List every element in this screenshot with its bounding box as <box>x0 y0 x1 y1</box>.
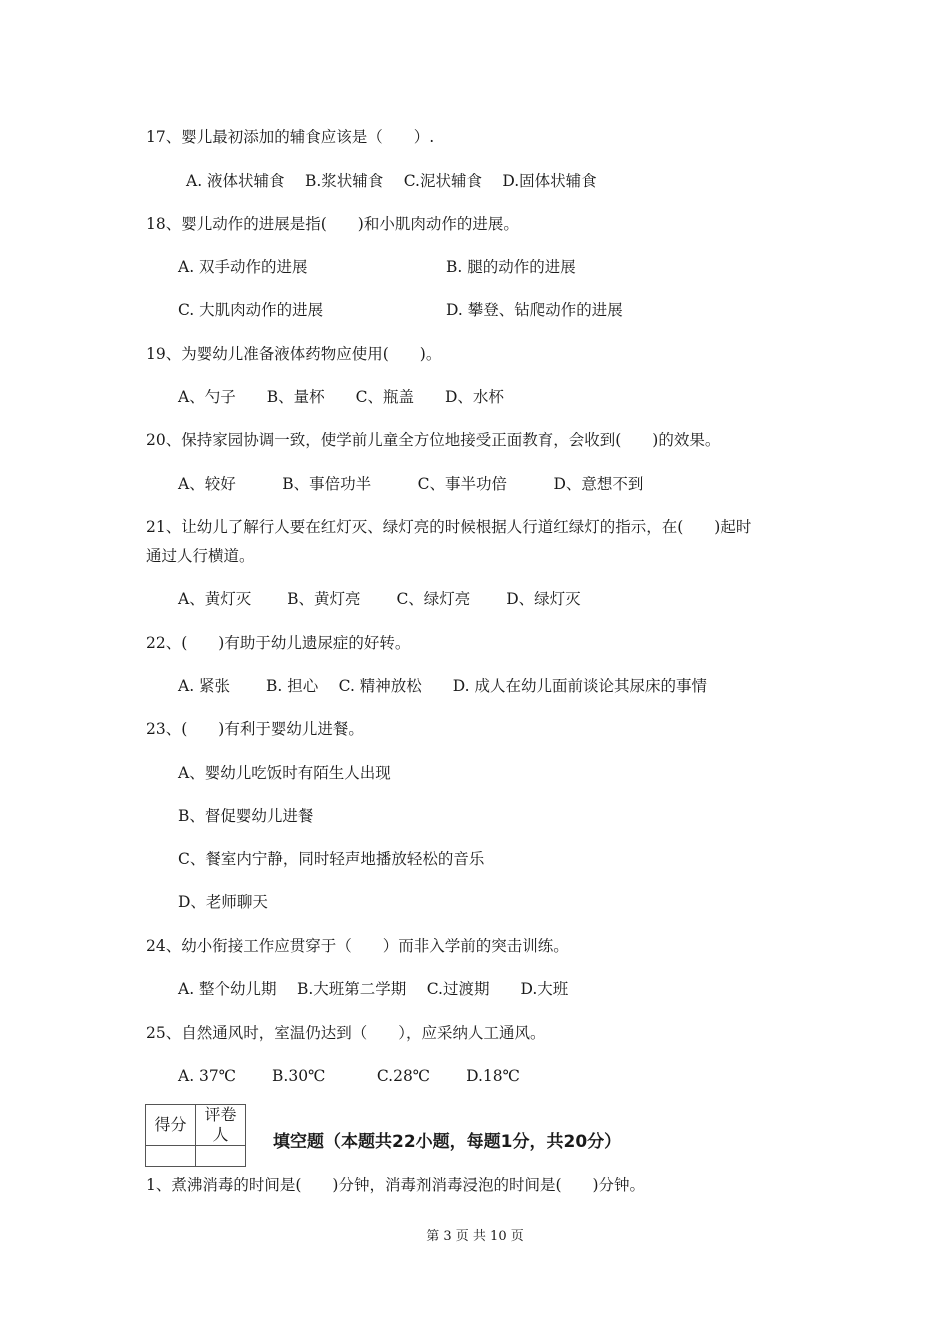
q25-options: A. 37℃ B.30℃ C.28℃ D.18℃ <box>178 1067 520 1085</box>
q21-stem-line2: 通过人行横道。 <box>146 547 255 565</box>
score-cell <box>146 1146 196 1167</box>
q23-option-a: A、婴幼儿吃饭时有陌生人出现 <box>178 764 391 782</box>
fill-question-1: 1、煮沸消毒的时间是( )分钟，消毒剂消毒浸泡的时间是( )分钟。 <box>146 1176 646 1194</box>
q23-stem: 23、( )有利于婴幼儿进餐。 <box>146 720 364 738</box>
q18-option-a: A. 双手动作的进展 <box>178 258 308 276</box>
q23-option-c: C、餐室内宁静，同时轻声地播放轻松的音乐 <box>178 850 485 868</box>
q25-stem: 25、自然通风时，室温仍达到（ ），应采纳人工通风。 <box>146 1024 546 1042</box>
q24-stem: 24、幼小衔接工作应贯穿于（ ）而非入学前的突击训练。 <box>146 937 569 955</box>
q18-option-d: D. 攀登、钻爬动作的进展 <box>446 301 623 319</box>
q23-option-d: D、老师聊天 <box>178 893 268 911</box>
section-title: 填空题（本题共22小题，每题1分，共20分） <box>273 1132 622 1152</box>
q23-option-b: B、督促婴幼儿进餐 <box>178 807 314 825</box>
q21-options: A、黄灯灭 B、黄灯亮 C、绿灯亮 D、绿灯灭 <box>178 590 581 608</box>
score-table <box>145 1104 246 1167</box>
q18-option-c: C. 大肌肉动作的进展 <box>178 301 324 319</box>
q22-options: A. 紧张 B. 担心 C. 精神放松 D. 成人在幼儿面前谈论其尿床的事情 <box>178 677 708 695</box>
page-footer: 第 3 页 共 10 页 <box>426 1229 524 1244</box>
q22-stem: 22、( )有助于幼儿遗尿症的好转。 <box>146 634 411 652</box>
q17-stem: 17、婴儿最初添加的辅食应该是（ ）. <box>146 128 435 146</box>
grader-label: 评卷人 <box>196 1105 246 1146</box>
q18-stem: 18、婴儿动作的进展是指( )和小肌肉动作的进展。 <box>146 215 519 233</box>
q18-option-b: B. 腿的动作的进展 <box>446 258 576 276</box>
q21-stem-line1: 21、让幼儿了解行人要在红灯灭、绿灯亮的时候根据人行道红绿灯的指示，在( )起时 <box>146 518 752 536</box>
q20-stem: 20、保持家园协调一致，使学前儿童全方位地接受正面教育，会收到( )的效果。 <box>146 431 721 449</box>
score-label: 得分 <box>146 1105 196 1146</box>
q17-options: A. 液体状辅食 B.浆状辅食 C.泥状辅食 D.固体状辅食 <box>186 172 597 190</box>
q19-options: A、勺子 B、量杯 C、瓶盖 D、水杯 <box>178 388 504 406</box>
q20-options: A、较好 B、事倍功半 C、事半功倍 D、意想不到 <box>178 475 644 493</box>
grader-cell <box>196 1146 246 1167</box>
q19-stem: 19、为婴幼儿准备液体药物应使用( )。 <box>146 345 442 363</box>
q24-options: A. 整个幼儿期 B.大班第二学期 C.过渡期 D.大班 <box>178 980 569 998</box>
